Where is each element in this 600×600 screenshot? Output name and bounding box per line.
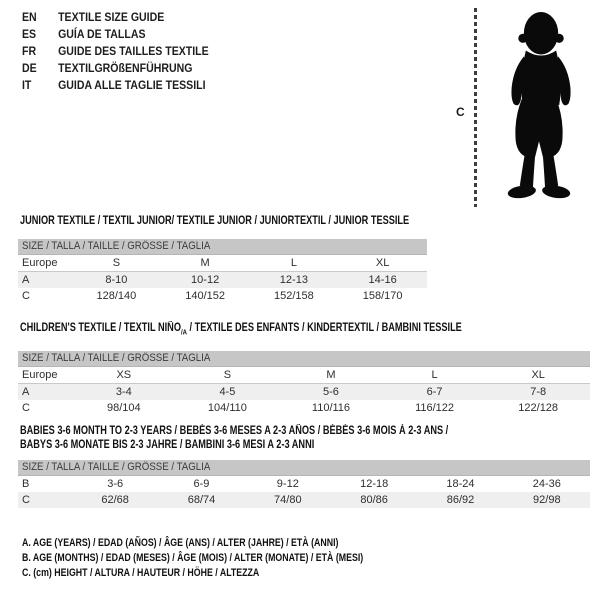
language-code: IT bbox=[22, 78, 32, 92]
table-cell: M bbox=[200, 257, 210, 269]
table-cell: XL bbox=[531, 369, 545, 381]
table-row-europe bbox=[18, 255, 427, 272]
table-cell: 98/104 bbox=[106, 402, 141, 414]
language-code: EN bbox=[22, 10, 37, 24]
table-cell: 18-24 bbox=[446, 478, 475, 490]
table-row-height bbox=[18, 492, 590, 508]
table-row-age bbox=[18, 272, 427, 288]
height-dashed-line bbox=[474, 8, 477, 207]
table-cell: M bbox=[326, 369, 336, 381]
footnote-a: A. AGE (YEARS) / EDAD (AÑOS) / ÂGE (ANS) / ALTER (JAHRE) / ETÀ (ANNI) bbox=[22, 537, 339, 549]
language-row-it bbox=[22, 77, 209, 94]
size-header-text: SIZE / TALLA / TAILLE / GRÖSSE / TAGLIA bbox=[22, 461, 211, 473]
row-label: A bbox=[22, 274, 30, 286]
table-row-height bbox=[18, 288, 427, 304]
row-label: B bbox=[22, 478, 30, 490]
table-cell: 158/170 bbox=[362, 290, 403, 302]
size-header-text: SIZE / TALLA / TAILLE / GRÖSSE / TAGLIA bbox=[22, 240, 211, 252]
table-cell: 8-10 bbox=[105, 274, 128, 286]
table-cell: 110/116 bbox=[311, 402, 351, 414]
babies-title-line2: BABYS 3-6 MONATE BIS 2-3 JAHRE / BAMBINI 3-6 MESI A 2-3 ANNI bbox=[20, 439, 315, 451]
table-cell: 62/68 bbox=[101, 494, 129, 506]
table-row-europe bbox=[18, 367, 590, 384]
size-header-bar bbox=[18, 239, 427, 255]
language-title: GUIDE DES TAILLES TEXTILE bbox=[58, 44, 209, 58]
table-cell: 116/122 bbox=[415, 402, 455, 414]
table-cell: 9-12 bbox=[276, 478, 299, 490]
table-cell: 12-18 bbox=[360, 478, 389, 490]
language-row-es bbox=[22, 26, 209, 43]
babies-size-table bbox=[18, 460, 590, 508]
language-title: GUIDA ALLE TAGLIE TESSILI bbox=[58, 78, 206, 92]
table-cell: XL bbox=[375, 257, 390, 269]
table-cell: 4-5 bbox=[219, 386, 236, 398]
row-label: Europe bbox=[22, 369, 58, 381]
table-cell: S bbox=[112, 257, 121, 269]
table-cell: 104/110 bbox=[207, 402, 247, 414]
table-cell: 122/128 bbox=[518, 402, 559, 414]
footnote-b: B. AGE (MONTHS) / EDAD (MESES) / ÂGE (MOIS) / ALTER (MONATE) / ETÀ (MESI) bbox=[22, 552, 364, 564]
children-size-table bbox=[18, 351, 590, 416]
size-header-bar bbox=[18, 460, 590, 476]
junior-size-table bbox=[18, 239, 427, 304]
row-label: C bbox=[22, 402, 30, 414]
baby-silhouette bbox=[488, 6, 590, 208]
language-title: TEXTILE SIZE GUIDE bbox=[58, 10, 165, 24]
language-row-fr bbox=[22, 43, 209, 60]
language-title: GUÍA DE TALLAS bbox=[58, 27, 146, 41]
table-cell: 68/74 bbox=[187, 494, 216, 506]
table-row-months bbox=[18, 476, 590, 492]
babies-section-title bbox=[20, 424, 448, 452]
table-cell: 80/86 bbox=[360, 494, 388, 506]
table-cell: L bbox=[290, 257, 297, 269]
children-title-subscript: /A bbox=[180, 327, 187, 337]
size-header-text: SIZE / TALLA / TAILLE / GRÖSSE / TAGLIA bbox=[22, 352, 211, 364]
row-label: C bbox=[22, 494, 30, 506]
table-cell: 14-16 bbox=[368, 274, 397, 286]
language-title: TEXTILGRÖßENFÜHRUNG bbox=[58, 61, 193, 75]
table-cell: 152/158 bbox=[273, 290, 314, 302]
table-cell: 92/98 bbox=[533, 494, 561, 506]
language-code: FR bbox=[22, 44, 37, 58]
table-cell: 128/140 bbox=[96, 290, 137, 302]
height-measure-label: C bbox=[456, 105, 465, 119]
table-cell: XS bbox=[116, 369, 132, 381]
table-cell: 140/152 bbox=[185, 290, 225, 302]
table-cell: L bbox=[431, 369, 438, 381]
table-cell: 74/80 bbox=[274, 494, 302, 506]
table-cell: 6-9 bbox=[193, 478, 210, 490]
table-cell: 12-13 bbox=[279, 274, 308, 286]
children-title-text-2: / TEXTILE DES ENFANTS / KINDERTEXTIL / BAMBINI TESSILE bbox=[186, 322, 462, 334]
junior-section-title: JUNIOR TEXTILE / TEXTIL JUNIOR/ TEXTILE JUNIOR / JUNIORTEXTIL / JUNIOR TESSILE bbox=[20, 215, 410, 227]
row-label: A bbox=[22, 386, 30, 398]
table-row-age bbox=[18, 384, 590, 400]
table-cell: S bbox=[223, 369, 232, 381]
table-cell: 6-7 bbox=[426, 386, 443, 398]
language-code: ES bbox=[22, 27, 37, 41]
table-cell: 24-36 bbox=[532, 478, 561, 490]
row-label: C bbox=[22, 290, 30, 302]
row-label: Europe bbox=[22, 257, 58, 269]
language-row-de bbox=[22, 60, 209, 77]
footnote-c: C. (cm) HEIGHT / ALTURA / HAUTEUR / HÖHE / ALTEZZA bbox=[22, 567, 260, 579]
table-cell: 3-4 bbox=[115, 386, 132, 398]
footnote-legend bbox=[22, 536, 363, 581]
language-row-en bbox=[22, 9, 209, 26]
children-section-title bbox=[20, 321, 462, 339]
children-title-text: CHILDREN'S TEXTILE / TEXTIL NIÑO bbox=[20, 322, 181, 334]
table-row-height bbox=[18, 400, 590, 416]
table-cell: 10-12 bbox=[191, 274, 220, 286]
language-code: DE bbox=[22, 61, 37, 75]
table-cell: 7-8 bbox=[530, 386, 547, 398]
table-cell: 3-6 bbox=[107, 478, 124, 490]
language-title-list bbox=[22, 9, 209, 94]
table-cell: 5-6 bbox=[323, 386, 339, 398]
table-cell: 86/92 bbox=[446, 494, 475, 506]
size-header-bar bbox=[18, 351, 590, 367]
babies-title-line1: BABIES 3-6 MONTH TO 2-3 YEARS / BEBÉS 3-6 MESES A 2-3 AÑOS / BÉBÉS 3-6 MOIS À 2-3 ANS / bbox=[20, 425, 449, 437]
